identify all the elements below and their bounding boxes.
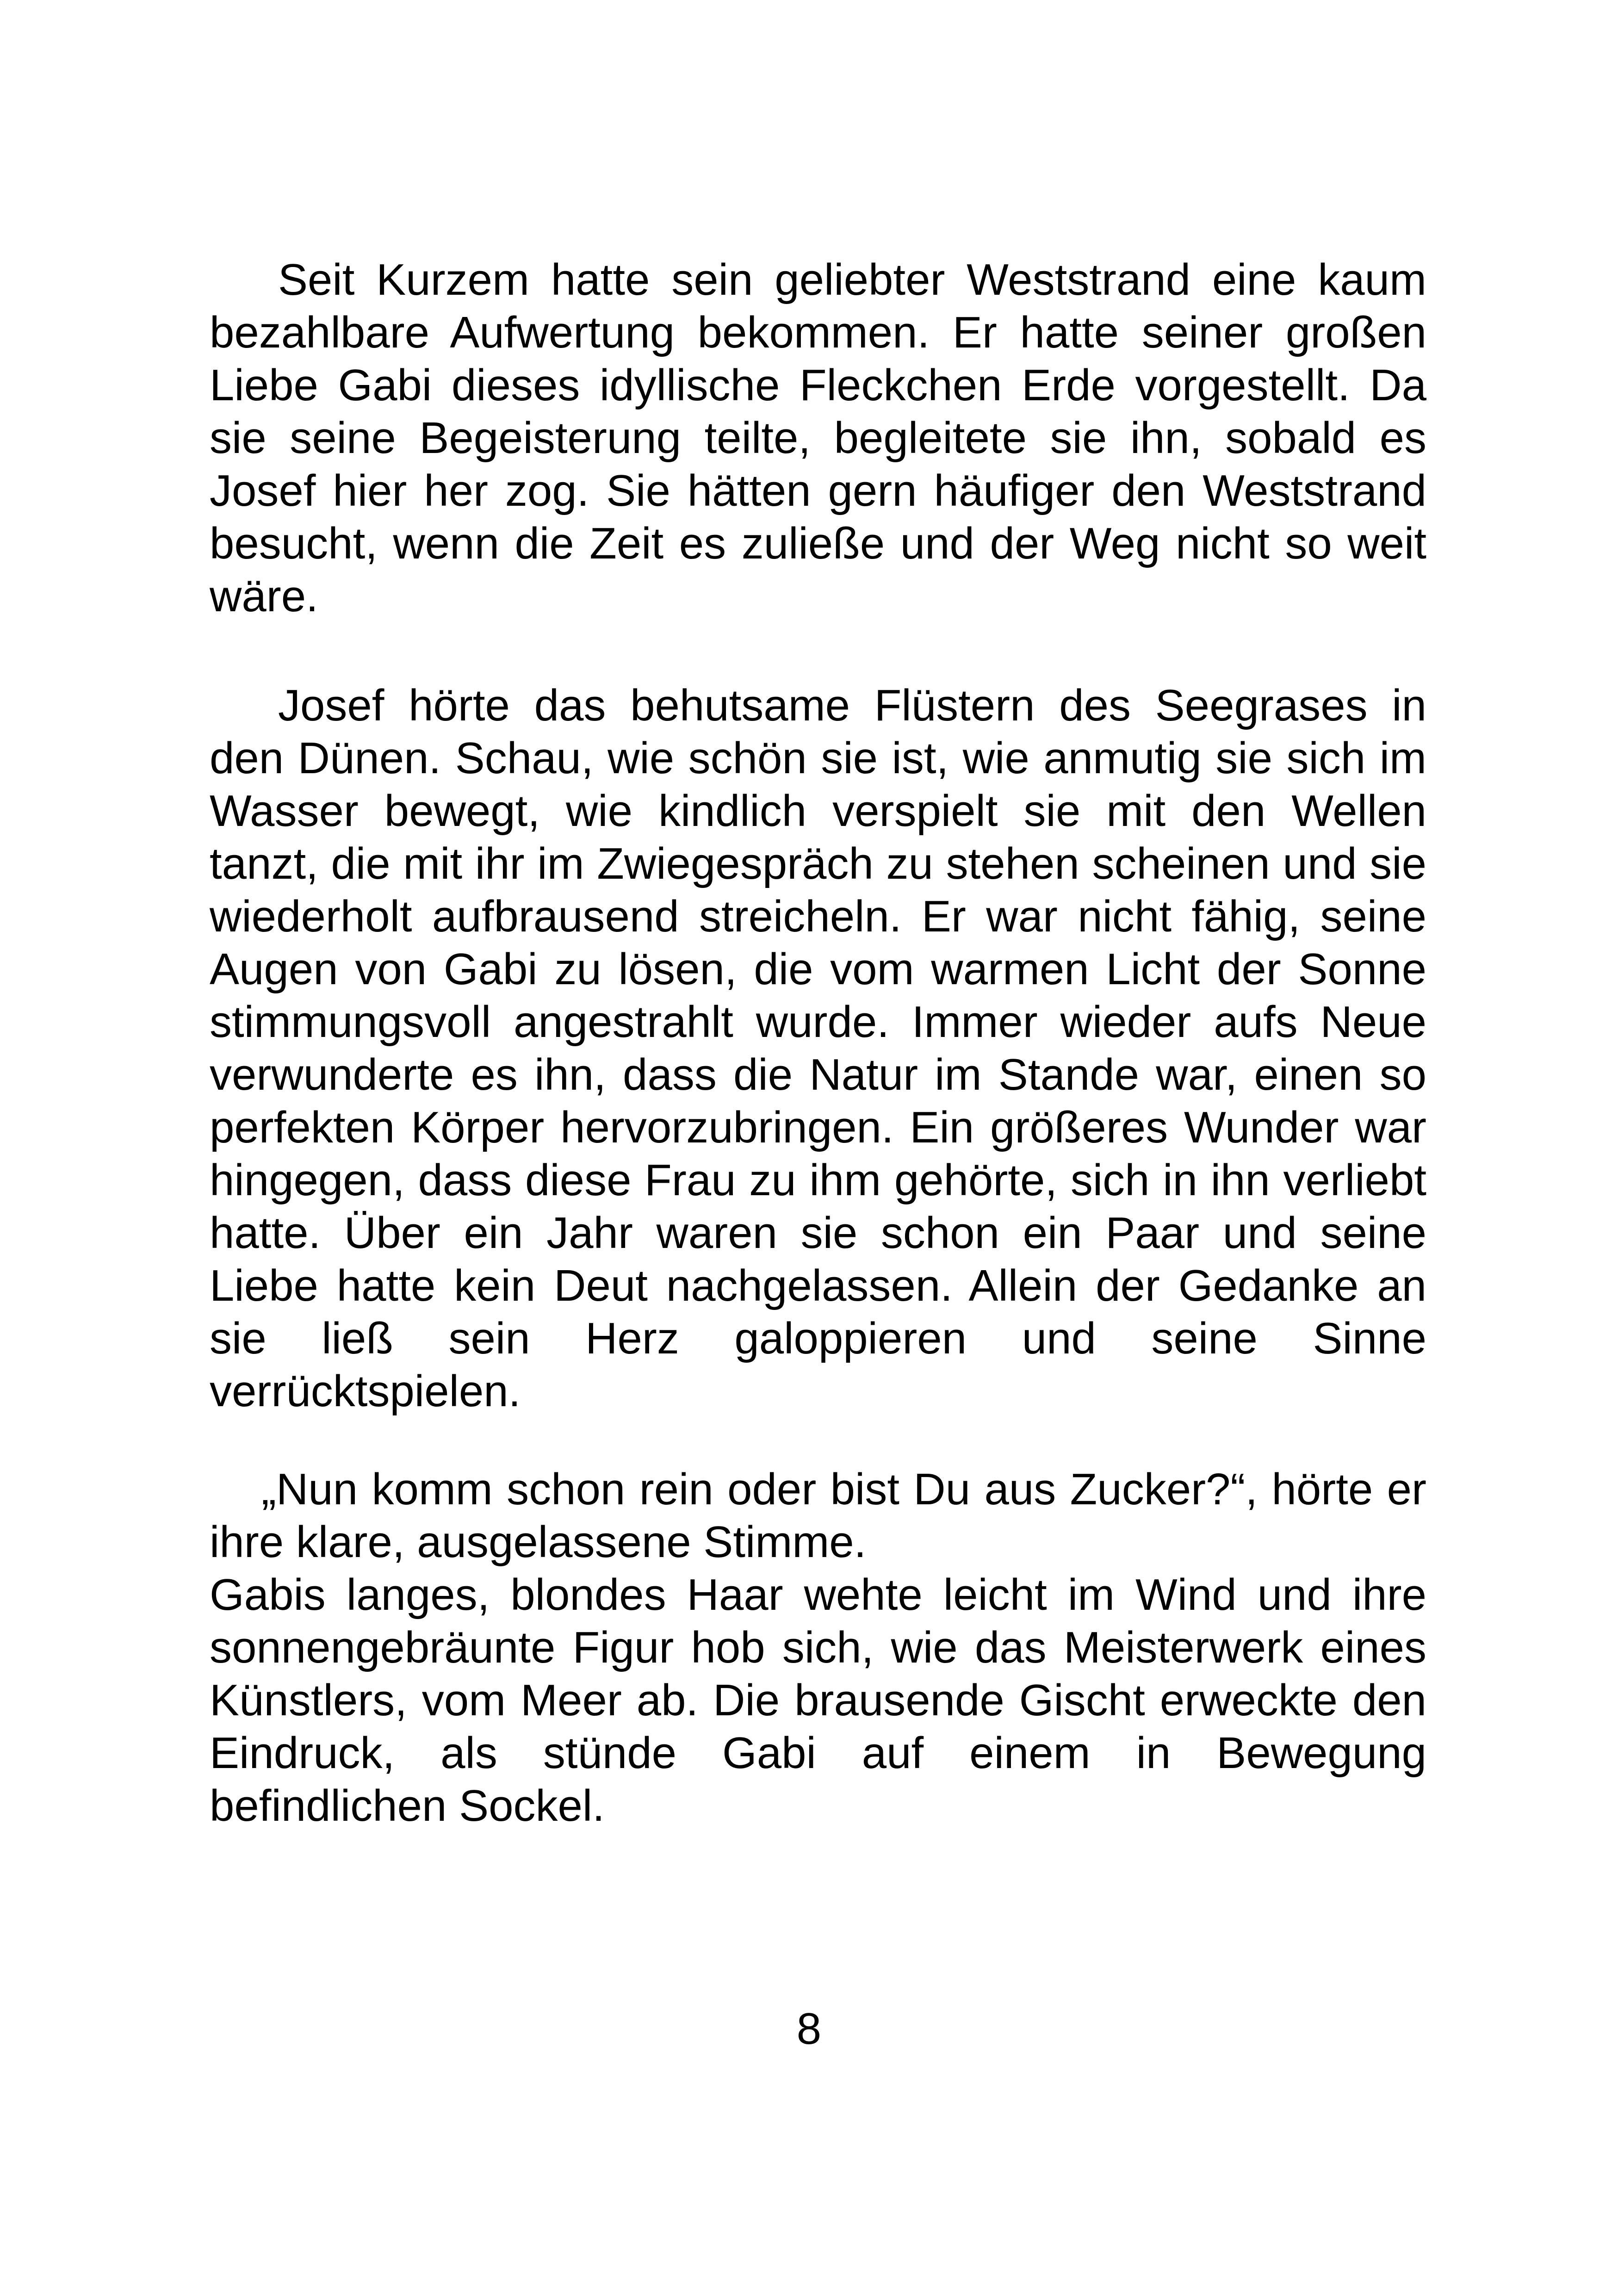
page-number: 8 <box>796 2004 822 2054</box>
paragraph-block <box>210 1463 1426 1832</box>
paragraph: Seit Kurzem hatte sein geliebter Weststrand eine kaum bezahlbare Aufwertung bekommen. Er hatte seiner großen Liebe Gabi dieses idyllische Fleckchen Erde vorgestellt. Da sie seine Begeisterung teilte, begleitete sie ihn, sobald es Josef hier her zog. Sie hätten gern häufiger den Weststrand besucht, wenn die Zeit es zuließe und der Weg nicht so weit wäre. <box>210 255 1426 621</box>
paragraph-block <box>210 679 1426 1418</box>
paragraph: Josef hörte das behutsame Flüstern des Seegrases in den Dünen. Schau, wie schön sie ist, wie anmutig sie sich im Wasser bewegt, wie kindlich verspielt sie mit den Wellen tanzt, die mit ihr im Zwiegespräch zu stehen scheinen und sie wiederholt aufbrausend streicheln. Er war nicht fähig, seine Augen von Gabi zu lösen, die vom warmen Licht der Sonne stimmungsvoll angestrahlt wurde. Immer wieder aufs Neue verwunderte es ihn, dass die Natur im Stande war, einen so perfekten Körper hervorzubringen. Ein größeres Wunder war hingegen, dass diese Frau zu ihm gehörte, sich in ihn verliebt hatte. Über ein Jahr waren sie schon ein Paar und seine Liebe hatte kein Deut nachgelassen. Allein der Gedanke an sie ließ sein Herz galoppieren und seine Sinne verrücktspielen. <box>210 681 1426 1416</box>
paragraph: Gabis langes, blondes Haar wehte leicht im Wind und ihre sonnengebräunte Figur hob sich, wie das Meisterwerk eines Künstlers, vom Meer ab. Die brausende Gischt erweckte den Eindruck, als stünde Gabi auf einem in Bewegung befindlichen Sockel. <box>210 1570 1426 1831</box>
paragraph-block <box>210 254 1426 623</box>
paragraph-dialogue: „Nun komm schon rein oder bist Du aus Zucker?“, hörte er ihre klare, ausgelassene Stimme. <box>210 1464 1426 1567</box>
